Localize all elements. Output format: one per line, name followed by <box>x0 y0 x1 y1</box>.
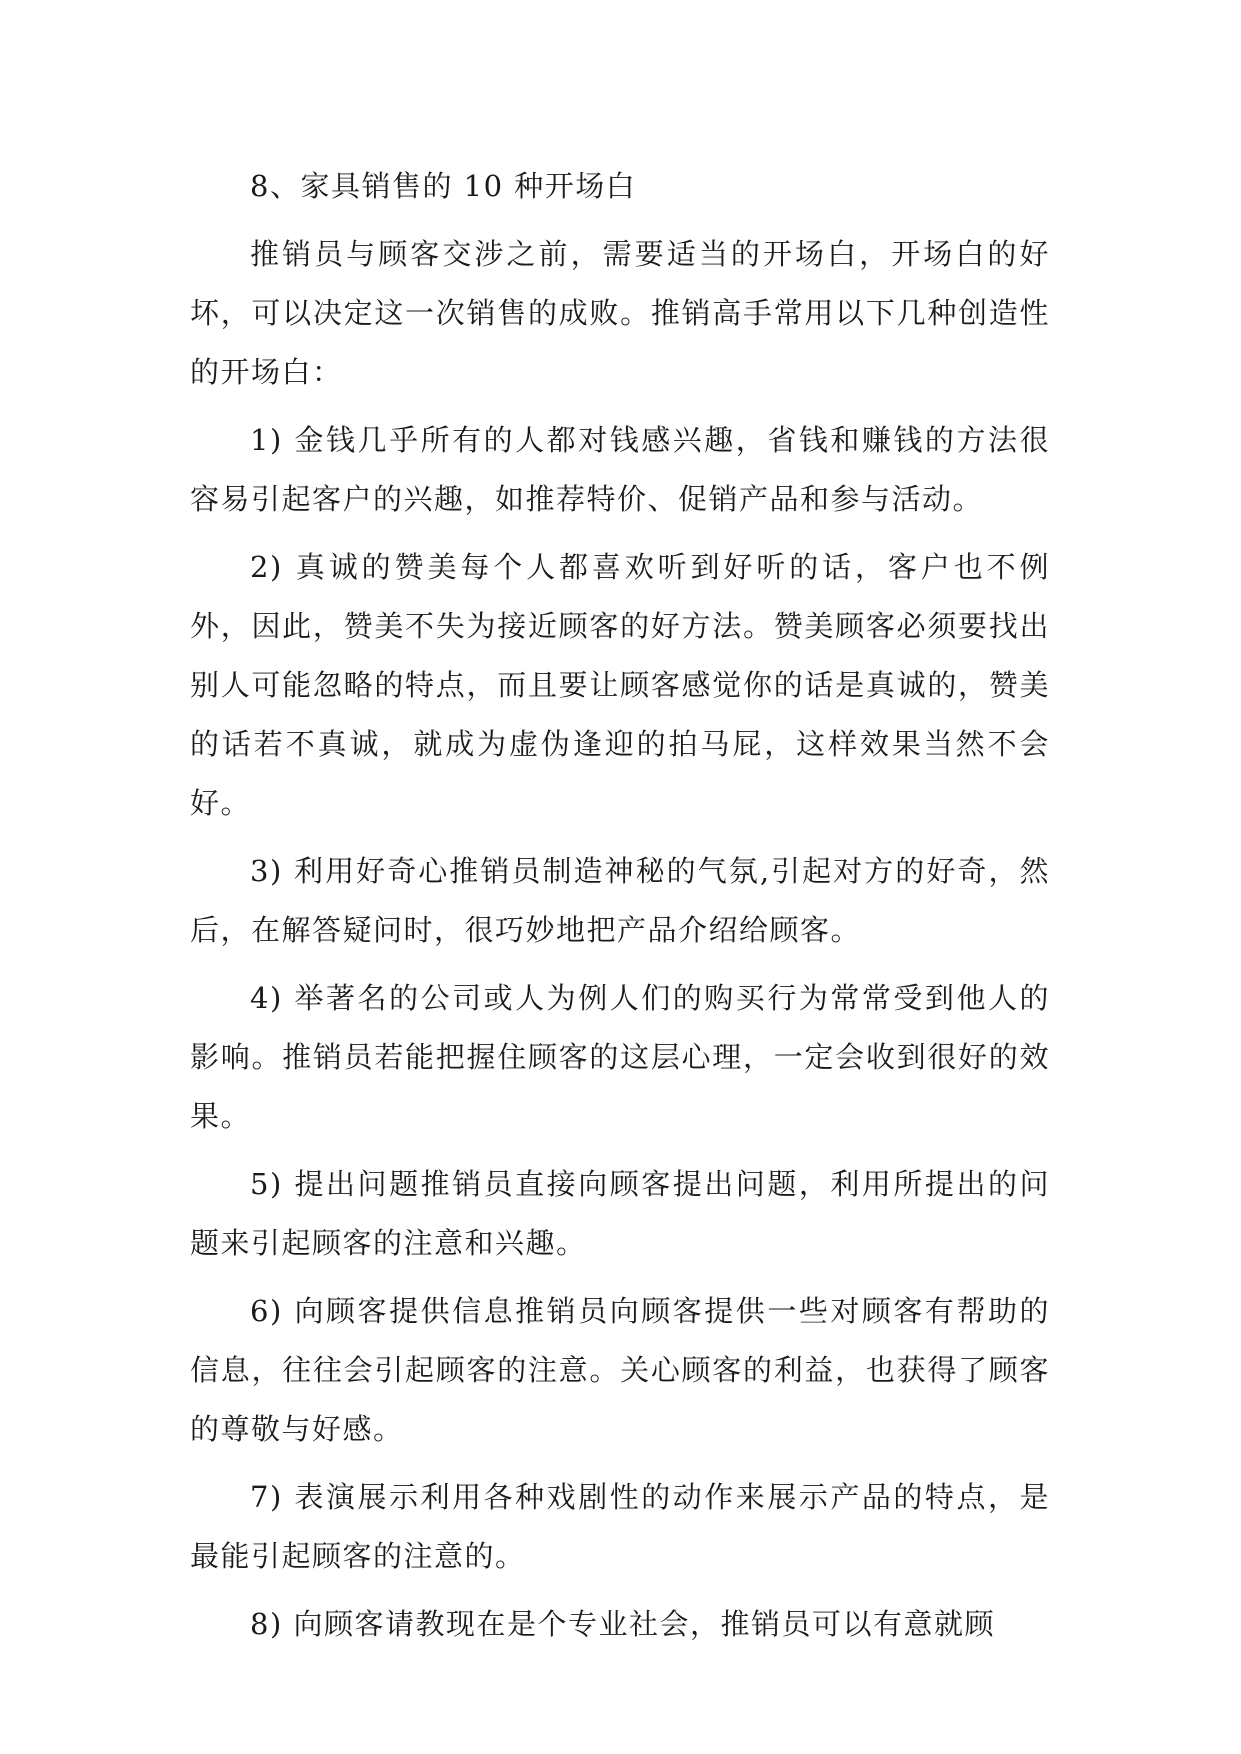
paragraph-item-5: 5) 提出问题推销员直接向顾客提出问题，利用所提出的问题来引起顾客的注意和兴趣。 <box>190 1167 1050 1260</box>
paragraph-item-7: 7) 表演展示利用各种戏剧性的动作来展示产品的特点，是最能引起顾客的注意的。 <box>190 1480 1050 1573</box>
intro-paragraph: 推销员与顾客交涉之前，需要适当的开场白，开场白的好坏，可以决定这一次销售的成败。推销高手常用以下几种创造性的开场白： <box>190 237 1050 389</box>
document-body <box>190 157 1050 1663</box>
paragraph-item-2: 2) 真诚的赞美每个人都喜欢听到好听的话，客户也不例外，因此，赞美不失为接近顾客的好方法。赞美顾客必须要找出别人可能忽略的特点，而且要让顾客感觉你的话是真诚的，赞美的话若不真诚，就成为虚伪逢迎的拍马屁，这样效果当然不会好。 <box>190 550 1050 820</box>
paragraph-item-6: 6) 向顾客提供信息推销员向顾客提供一些对顾客有帮助的信息，往往会引起顾客的注意。关心顾客的利益，也获得了顾客的尊敬与好感。 <box>190 1294 1050 1446</box>
paragraph-item-4: 4) 举著名的公司或人为例人们的购买行为常常受到他人的影响。推销员若能把握住顾客的这层心理，一定会收到很好的效果。 <box>190 981 1050 1133</box>
section-heading: 8、家具销售的 10 种开场白 <box>250 169 637 203</box>
paragraph-item-8: 8) 向顾客请教现在是个专业社会，推销员可以有意就顾 <box>250 1607 995 1641</box>
paragraph-item-3: 3) 利用好奇心推销员制造神秘的气氛,引起对方的好奇，然后，在解答疑问时，很巧妙地把产品介绍给顾客。 <box>190 854 1050 947</box>
paragraph-item-1: 1) 金钱几乎所有的人都对钱感兴趣，省钱和赚钱的方法很容易引起客户的兴趣，如推荐特价、促销产品和参与活动。 <box>190 423 1050 516</box>
